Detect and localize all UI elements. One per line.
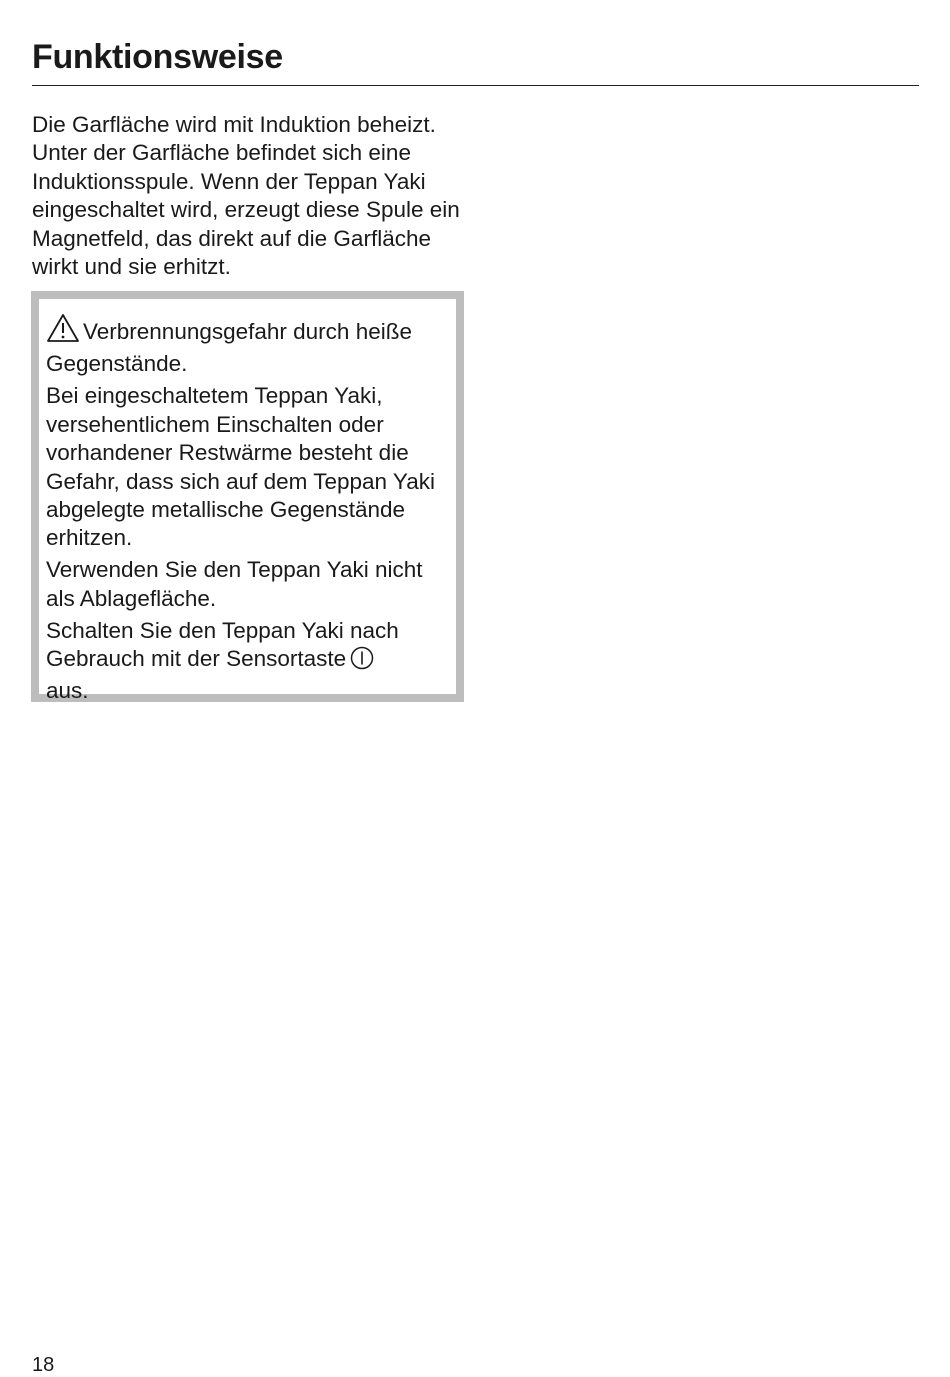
warning-paragraph-3-end: aus. — [46, 678, 89, 704]
warning-paragraph-2: Verwenden Sie den Teppan Yaki nicht als Ablagefläche. — [46, 557, 423, 611]
warning-heading: Verbrennungsgefahr durch heiße Gegenstände. — [46, 319, 412, 377]
warning-content — [46, 313, 446, 709]
warning-paragraph-1: Bei eingeschaltetem Teppan Yaki, versehentlichem Einschalten oder vorhandener Restwärme besteht die Gefahr, dass sich auf dem Teppan Yaki abgelegte metallische Gegenstände erhitzen. — [46, 383, 435, 551]
warning-heading-line — [46, 313, 446, 379]
page-title: Funktionsweise — [32, 38, 283, 76]
title-divider — [32, 85, 919, 86]
warning-paragraph-3-text: Schalten Sie den Teppan Yaki nach Gebrauch mit der Sensortaste — [46, 617, 399, 671]
power-icon — [350, 646, 374, 677]
warning-paragraph-3 — [46, 617, 446, 706]
warning-triangle-icon — [46, 313, 80, 350]
page-number: 18 — [32, 1354, 55, 1376]
warning-box — [31, 291, 464, 702]
intro-paragraph: Die Garfläche wird mit Induktion beheizt. Unter der Garfläche befindet sich eine Induktionsspule. Wenn der Teppan Yaki eingeschaltet wird, erzeugt diese Spule ein Magnetfeld, das direkt auf die Garfläche wirkt und sie erhitzt. — [32, 112, 460, 280]
